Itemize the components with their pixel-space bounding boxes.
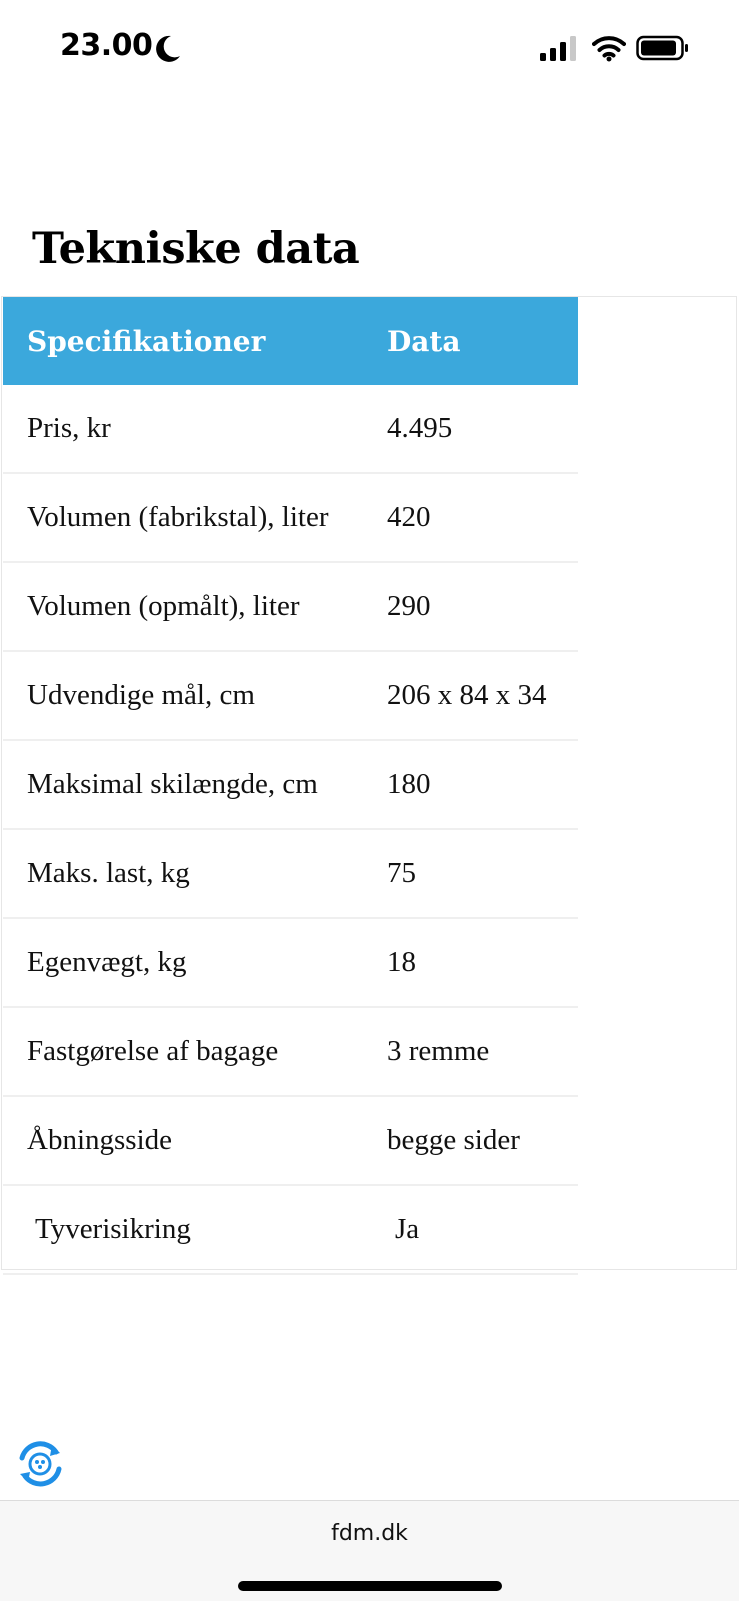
table-row [3, 829, 578, 918]
spec-label: Åbningsside [3, 1096, 387, 1185]
spec-label: Pris, kr [3, 385, 387, 473]
table-row [3, 740, 578, 829]
spec-value-cell [387, 1185, 578, 1274]
spec-label: Maksimal skilængde, cm [3, 740, 387, 829]
spec-value: 4.495 [387, 385, 578, 473]
spec-label: Tyverisikring [35, 1213, 191, 1245]
spec-label: Maks. last, kg [3, 829, 387, 918]
spec-label: Fastgørelse af bagage [3, 1007, 387, 1096]
status-bar [0, 0, 739, 100]
address-bar[interactable]: fdm.dk [331, 1521, 408, 1546]
spec-value: 420 [387, 473, 578, 562]
spec-value: begge sider [387, 1096, 578, 1185]
table-row [3, 1185, 578, 1274]
home-indicator[interactable] [238, 1581, 502, 1591]
table-row [3, 918, 578, 1007]
reload-icon[interactable] [12, 1436, 68, 1492]
spec-table [3, 297, 578, 1275]
table-row [3, 562, 578, 651]
table-row [3, 473, 578, 562]
spec-value: 18 [387, 918, 578, 1007]
spec-value: 290 [387, 562, 578, 651]
spec-label-cell [3, 1185, 387, 1274]
spec-value: Ja [395, 1213, 420, 1245]
wifi-icon [592, 34, 626, 62]
table-header-row [3, 297, 578, 385]
signal-icon [540, 36, 578, 62]
battery-icon [636, 34, 690, 62]
spec-value: 206 x 84 x 34 [387, 651, 578, 740]
status-time: 23.00 [60, 28, 153, 63]
table-row [3, 1096, 578, 1185]
table-row [3, 1007, 578, 1096]
table-row [3, 651, 578, 740]
browser-bottom-bar [0, 1500, 739, 1601]
table-row [3, 385, 578, 473]
spec-value: 75 [387, 829, 578, 918]
header-specifikationer: Specifikationer [3, 297, 387, 385]
moon-icon [154, 34, 182, 64]
page-title: Tekniske data [32, 224, 360, 274]
spec-label: Udvendige mål, cm [3, 651, 387, 740]
spec-label: Volumen (opmålt), liter [3, 562, 387, 651]
spec-label: Egenvægt, kg [3, 918, 387, 1007]
header-data: Data [387, 297, 578, 385]
spec-label: Volumen (fabrikstal), liter [3, 473, 387, 562]
spec-table-container [1, 296, 737, 1270]
spec-value: 180 [387, 740, 578, 829]
spec-value: 3 remme [387, 1007, 578, 1096]
